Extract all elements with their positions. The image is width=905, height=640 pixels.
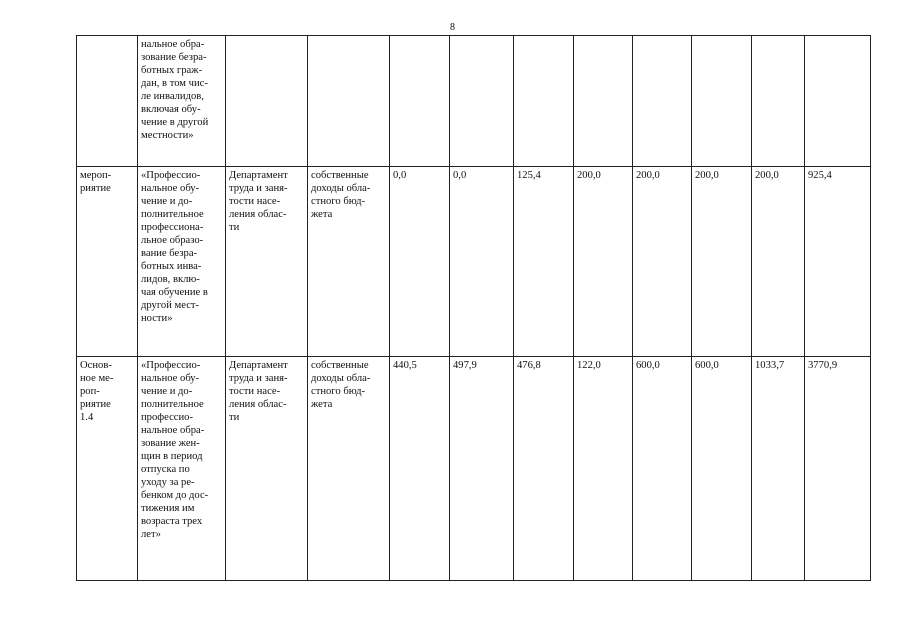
program-table bbox=[76, 35, 871, 581]
value-cell: 125,4 bbox=[514, 167, 574, 357]
measure-name-cell bbox=[77, 36, 138, 167]
value-cell bbox=[692, 36, 752, 167]
value-cell: 1033,7 bbox=[752, 357, 805, 581]
value-cell bbox=[450, 36, 514, 167]
executor-cell: Департамент труда и заня- тости насе- ления облас- ти bbox=[226, 357, 308, 581]
value-cell: 600,0 bbox=[633, 357, 692, 581]
measure-title-cell: «Профессио- нальное обу- чение и до- полнительное профессиона- льное образо- вание безра- ботных инва- лидов, вклю- чая обучение в другой мест- ности» bbox=[138, 167, 226, 357]
measure-name-cell: мероп- риятие bbox=[77, 167, 138, 357]
value-cell bbox=[752, 36, 805, 167]
value-cell: 200,0 bbox=[574, 167, 633, 357]
funding-source-cell: собственные доходы обла- стного бюд- жета bbox=[308, 167, 390, 357]
value-cell bbox=[514, 36, 574, 167]
measure-name-cell: Основ- ное ме- роп- риятие 1.4 bbox=[77, 357, 138, 581]
table-row bbox=[77, 357, 871, 581]
funding-source-cell bbox=[308, 36, 390, 167]
value-cell: 0,0 bbox=[450, 167, 514, 357]
value-cell: 476,8 bbox=[514, 357, 574, 581]
page-number: 8 bbox=[450, 22, 455, 33]
value-cell: 200,0 bbox=[633, 167, 692, 357]
value-cell: 200,0 bbox=[752, 167, 805, 357]
funding-source-cell: собственные доходы обла- стного бюд- жета bbox=[308, 357, 390, 581]
total-cell: 925,4 bbox=[805, 167, 871, 357]
value-cell bbox=[633, 36, 692, 167]
value-cell bbox=[390, 36, 450, 167]
value-cell: 440,5 bbox=[390, 357, 450, 581]
total-cell: 3770,9 bbox=[805, 357, 871, 581]
executor-cell: Департамент труда и заня- тости насе- ления облас- ти bbox=[226, 167, 308, 357]
measure-title-cell: «Профессио- нальное обу- чение и до- полнительное профессио- нальное обра- зование жен- щин в период отпуска по уходу за ре- бенком до дос- тижения им возраста трех лет» bbox=[138, 357, 226, 581]
value-cell: 600,0 bbox=[692, 357, 752, 581]
measure-title-cell: нальное обра- зование безра- ботных граж- дан, в том чис- ле инвалидов, включая обу- чение в другой местности» bbox=[138, 36, 226, 167]
table-row bbox=[77, 167, 871, 357]
value-cell: 497,9 bbox=[450, 357, 514, 581]
total-cell bbox=[805, 36, 871, 167]
value-cell bbox=[574, 36, 633, 167]
value-cell: 200,0 bbox=[692, 167, 752, 357]
executor-cell bbox=[226, 36, 308, 167]
table-row bbox=[77, 36, 871, 167]
value-cell: 0,0 bbox=[390, 167, 450, 357]
value-cell: 122,0 bbox=[574, 357, 633, 581]
